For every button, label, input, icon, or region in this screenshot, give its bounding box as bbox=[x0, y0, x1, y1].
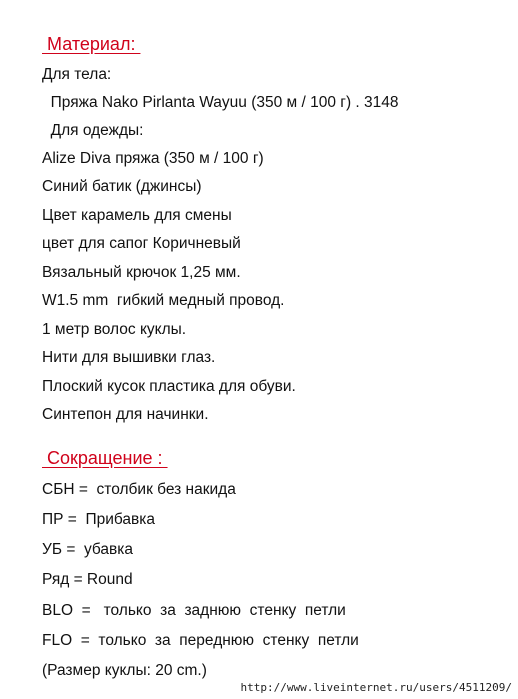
material-line: Цвет карамель для смены bbox=[42, 207, 232, 224]
abbreviations-heading: Сокращение : bbox=[42, 448, 168, 468]
materials-heading: Материал: bbox=[42, 34, 141, 54]
material-line: Для одежды: bbox=[42, 122, 144, 139]
material-line: Пряжа Nako Pirlanta Wayuu (350 м / 100 г) . 3148 bbox=[42, 94, 399, 111]
source-watermark: http://www.liveinternet.ru/users/4511209/ bbox=[240, 681, 512, 694]
material-line: Синий батик (джинсы) bbox=[42, 178, 202, 195]
abbreviation-line: (Размер куклы: 20 cm.) bbox=[42, 662, 207, 679]
material-line: Для тела: bbox=[42, 66, 112, 83]
material-line: Синтепон для начинки. bbox=[42, 406, 209, 423]
abbreviation-line: СБН = столбик без накида bbox=[42, 481, 236, 498]
abbreviation-line: BLO = только за заднюю стенку петли bbox=[42, 602, 346, 619]
material-line: Плоский кусок пластика для обуви. bbox=[42, 378, 296, 395]
material-line: W1.5 mm гибкий медный провод. bbox=[42, 292, 285, 309]
material-line: цвет для сапог Коричневый bbox=[42, 235, 241, 252]
abbreviation-line: УБ = убавка bbox=[42, 541, 134, 558]
material-line: 1 метр волос куклы. bbox=[42, 321, 187, 338]
abbreviation-line: ПР = Прибавка bbox=[42, 511, 155, 528]
abbreviation-line: FLO = только за переднюю стенку петли bbox=[42, 632, 359, 649]
material-line: Alize Diva пряжа (350 м / 100 г) bbox=[42, 150, 264, 167]
abbreviation-line: Ряд = Round bbox=[42, 571, 133, 588]
material-line: Нити для вышивки глаз. bbox=[42, 349, 216, 366]
material-line: Вязальный крючок 1,25 мм. bbox=[42, 264, 241, 281]
